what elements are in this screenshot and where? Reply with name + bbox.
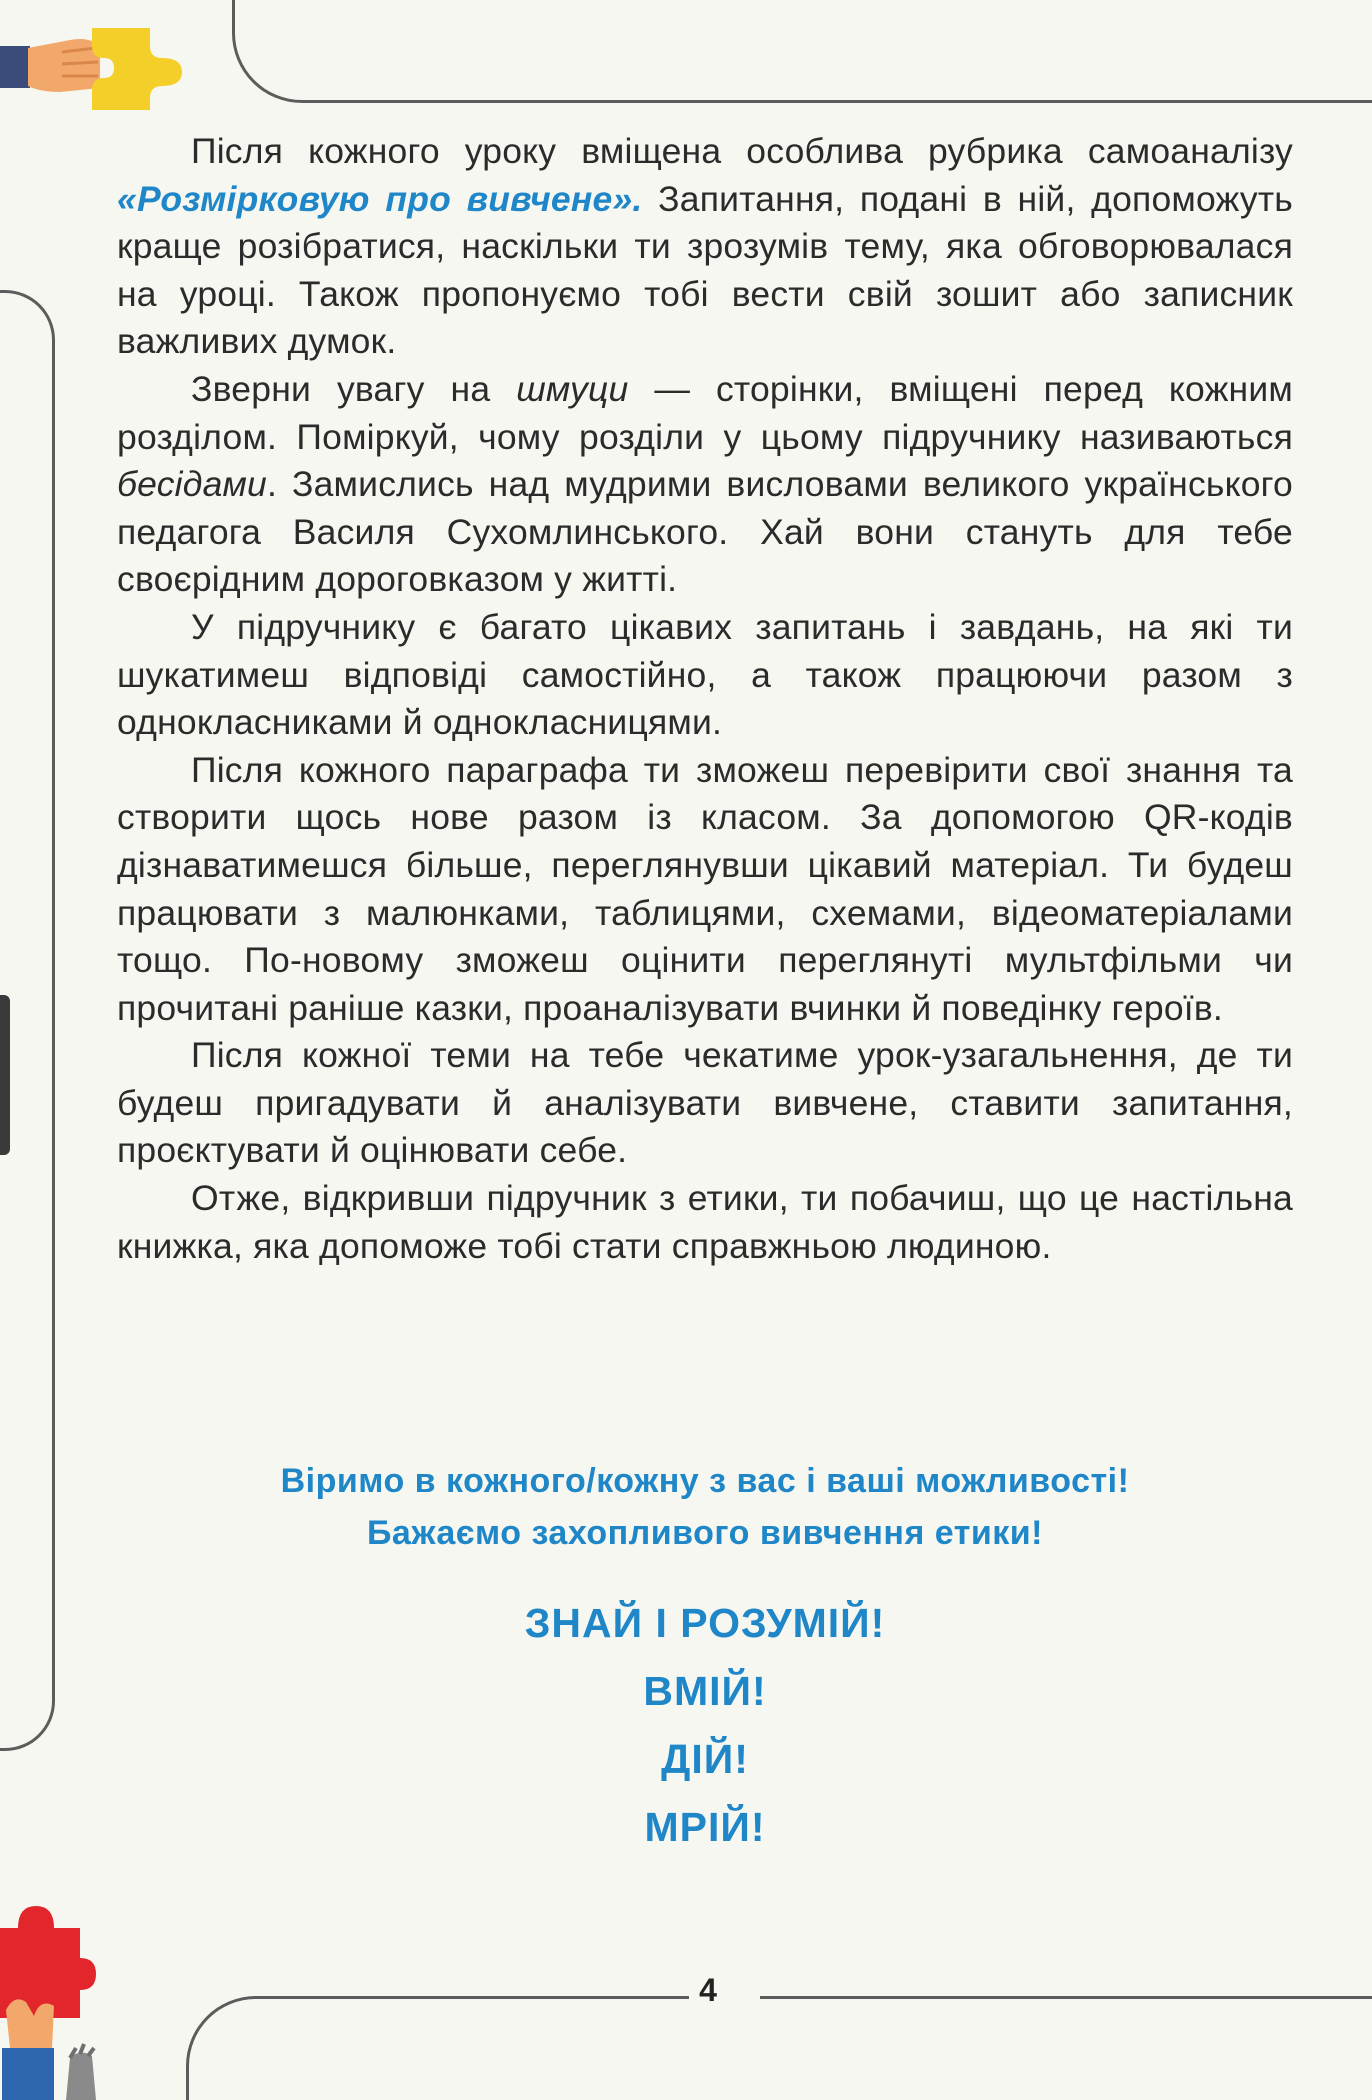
term-besidy: бесідами [117,464,267,505]
hand-with-yellow-puzzle-icon [0,18,215,118]
paragraph-summary-lesson: Після кожної теми на тебе чекатиме урок-узагальнення, де ти будеш пригадувати й аналізувати вивчене, ставити запитання, проєктувати й оцінювати себе. [117,1035,1293,1171]
paragraph-qr-codes: Після кожного параграфа ти зможеш перевірити свої знання та створити щось нове разом із класом. За допомогою QR-кодів дізнаватимешся більше, переглянувши цікавий матеріал. Ти будеш працювати з малюнками, таблицями, схемами, відеоматеріалами тощо. По-новому зможеш оцінити переглянуті мультфільми чи прочитані раніше казки, проаналізувати вчинки й поведінку героїв. [117,749,1293,1028]
hand-with-red-puzzle-icon [0,1898,110,2100]
paragraph-rubric: Після кожного уроку вміщена особлива рубрика самоаналізу «Розмірковую про вивчене». Запитання, подані в ній, допоможуть краще розібратися, наскільки ти зрозумів тему, яка обговорювалася на уроці. Також пропонуємо тобі вести свій зошит або записник важливих думок. [117,131,1293,362]
rubric-name: «Розмірковую про вивчене». [117,178,643,219]
motto-dream: МРІЙ! [644,1804,766,1850]
frame-line-bottom-left [186,1996,689,2100]
wish-line-1: Віримо в кожного/кожну з вас і ваші можливості! [280,1462,1130,1500]
page-edge-mark [0,995,10,1155]
motto-act: ДІЙ! [661,1736,749,1782]
motto-know: ЗНАЙ І РОЗУМІЙ! [524,1600,886,1646]
intro-text [117,128,1293,1270]
motto-can: ВМІЙ! [643,1668,767,1714]
page-number: 4 [699,1972,717,2008]
frame-line-top [232,0,1372,103]
wish-line-2: Бажаємо захопливого вивчення етики! [366,1514,1044,1552]
term-shmutsy: шмуци [516,368,629,409]
paragraph-shmutsy: Зверни увагу на шмуци — сторінки, вміщені перед кожним розділом. Поміркуй, чому розділи у цьому підручнику називаються бесідами. Замислись над мудрими висловами великого українського педагога Василя Сухомлинського. Хай вони стануть для тебе своєрідним дороговказом у житті. [117,368,1293,600]
frame-line-bottom-right [760,1996,1372,1999]
paragraph-questions: У підручнику є багато цікавих запитань і завдань, на які ти шукатимеш відповіді самостійно, а також працюючи разом з однокласниками й однокласницями. [117,606,1293,743]
paragraph-conclusion: Отже, відкривши підручник з етики, ти побачиш, що це настільна книжка, яка допоможе тобі стати справжньою людиною. [117,1178,1293,1266]
